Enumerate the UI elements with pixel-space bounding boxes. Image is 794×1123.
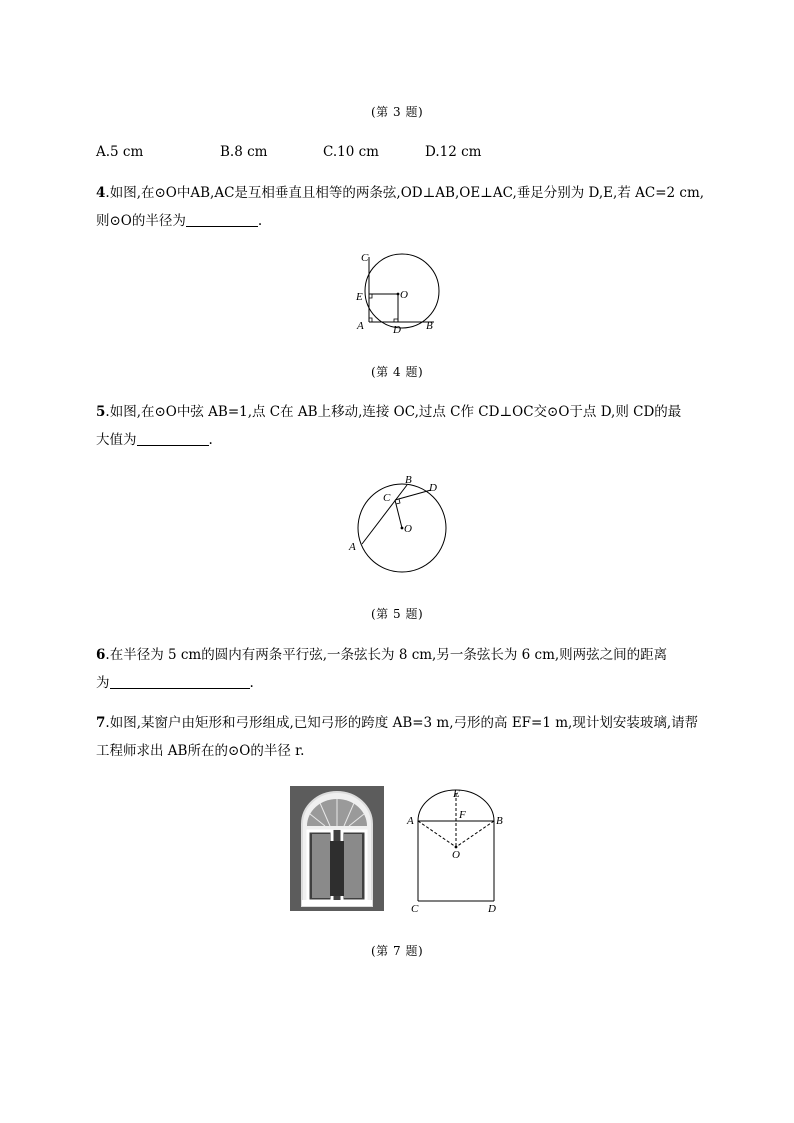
- q5-label-a: A: [349, 541, 356, 553]
- q4-caption: (第 4 题): [371, 365, 424, 379]
- q5-label-c: C: [383, 492, 391, 504]
- q4-label-c: C: [361, 252, 369, 264]
- q4-label-o: O: [400, 289, 408, 301]
- q7-figure: [402, 785, 512, 915]
- q4-label-d: D: [393, 324, 401, 336]
- q4-label-b: B: [426, 320, 433, 332]
- q4-line-2: 则⊙O的半径为 .: [96, 213, 263, 229]
- q3-option-d: D.12 cm: [425, 144, 482, 160]
- q4-number: 4: [96, 185, 106, 201]
- q7-label-f: F: [459, 809, 466, 821]
- q7-line-2: 工程师求出 AB所在的⊙O的半径 r.: [96, 743, 305, 759]
- q7-caption: (第 7 题): [371, 944, 424, 958]
- q4-label-e: E: [356, 291, 363, 303]
- q7-label-c: C: [411, 903, 419, 915]
- q7-label-o: O: [452, 849, 460, 861]
- q6-number: 6: [96, 647, 106, 663]
- q4-line-1: 4.如图,在⊙O中AB,AC是互相垂直且相等的两条弦,OD⊥AB,OE⊥AC,垂足分别为 D,E,若 AC=2 cm,: [96, 185, 705, 201]
- q7-label-a: A: [407, 815, 414, 827]
- q5-figure: [340, 472, 455, 582]
- window-photo: [290, 786, 384, 911]
- q7-line-1: 7.如图,某窗户由矩形和弓形组成,已知弓形的跨度 AB=3 m,弓形的高 EF=1 m,现计划安装玻璃,请帮: [96, 715, 699, 731]
- q7-number: 7: [96, 715, 106, 731]
- q5-label-b: B: [405, 474, 412, 486]
- q7-label-d: D: [488, 903, 496, 915]
- q4-answer-blank[interactable]: [186, 226, 258, 227]
- q6-line-2: 为 .: [96, 675, 254, 691]
- q5-number: 5: [96, 404, 106, 420]
- q5-caption: (第 5 题): [371, 607, 424, 621]
- q5-line-2: 大值为 .: [96, 432, 213, 448]
- q4-label-a: A: [357, 320, 364, 332]
- q5-label-o: O: [404, 523, 412, 535]
- q3-caption: (第 3 题): [371, 105, 424, 119]
- q3-option-c: C.10 cm: [323, 144, 379, 160]
- q3-option-b: B.8 cm: [220, 144, 268, 160]
- q7-label-b: B: [496, 815, 503, 827]
- q4-figure: [350, 245, 450, 345]
- q5-line-1: 5.如图,在⊙O中弦 AB=1,点 C在 AB上移动,连接 OC,过点 C作 CD⊥OC交⊙O于点 D,则 CD的最: [96, 404, 682, 420]
- q6-line-1: 6.在半径为 5 cm的圆内有两条平行弦,一条弦长为 8 cm,另一条弦长为 6 cm,则两弦之间的距离: [96, 647, 668, 663]
- q6-answer-blank[interactable]: [110, 688, 250, 689]
- q3-option-a: A.5 cm: [96, 144, 144, 160]
- q5-label-d: D: [429, 482, 437, 494]
- q7-label-e: E: [453, 788, 460, 800]
- q5-answer-blank[interactable]: [137, 445, 209, 446]
